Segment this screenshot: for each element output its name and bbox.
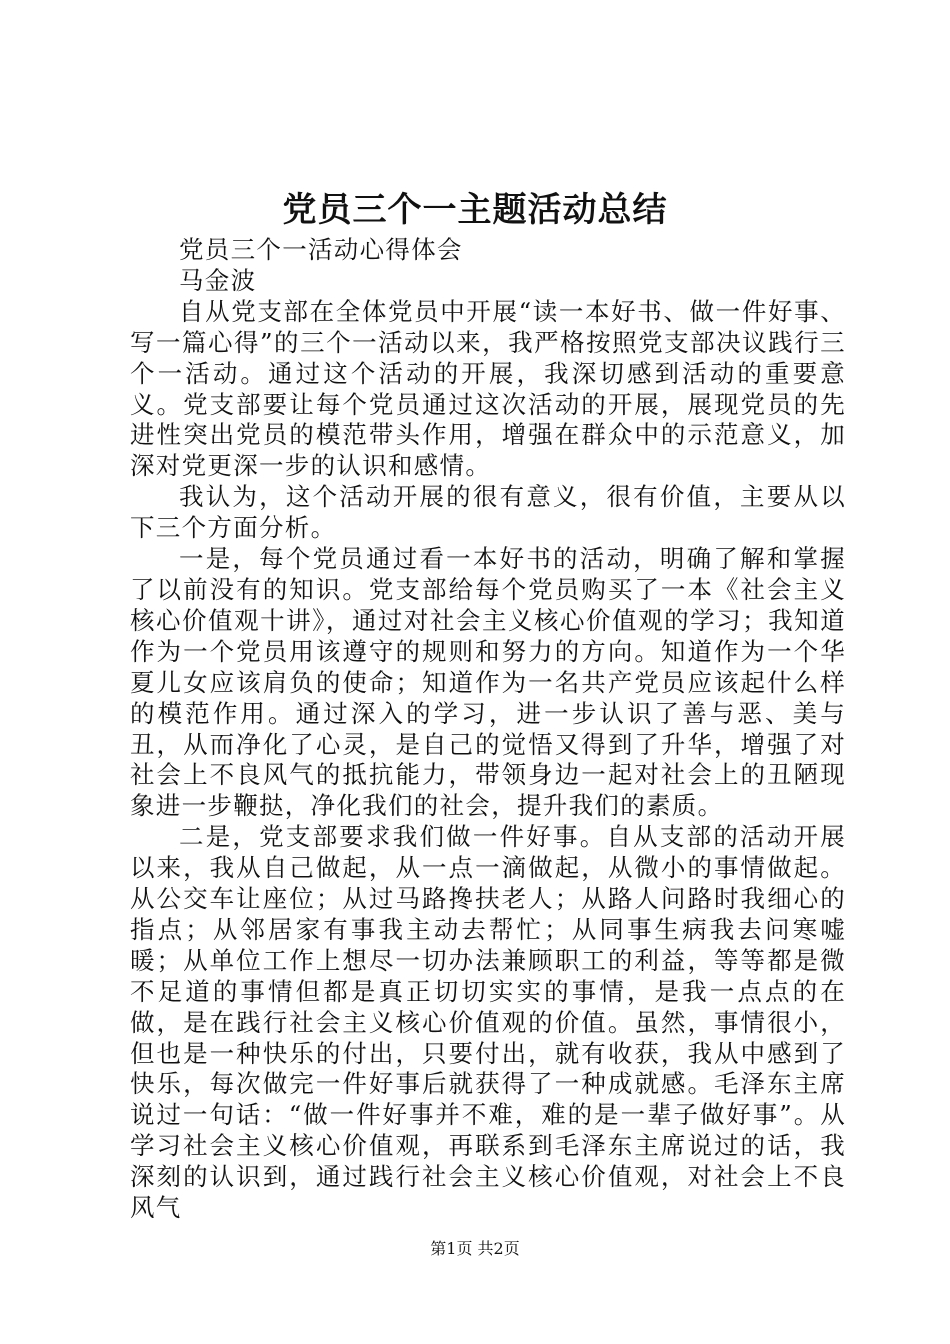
body-paragraph: 我认为，这个活动开展的很有意义，很有价值，主要从以下三个方面分析。: [130, 482, 846, 543]
page-footer: 第1页 共2页: [430, 1239, 520, 1258]
body-paragraph: 二是，党支部要求我们做一件好事。自从支部的活动开展以来，我从自己做起，从一点一滴做起，从微小的事情做起。从公交车让座位；从过马路搀扶老人；从路人问路时我细心的指点；从邻居家有事我主动去帮忙；从同事生病我去问寒嘘暖；从单位工作上想尽一切办法兼顾职工的利益，等等都是微不足道的事情但都是真正切切实实的事情，是我一点点的在做，是在践行社会主义核心价值观的价值。虽然，事情很小，但也是一种快乐的付出，只要付出，就有收获，我从中感到了快乐，每次做完一件好事后就获得了一种成就感。毛泽东主席说过一句话：“做一件好事并不难，难的是一辈子做好事”。从学习社会主义核心价值观，再联系到毛泽东主席说过的话，我深刻的认识到，通过践行社会主义核心价值观，对社会上不良风气: [130, 822, 846, 1223]
document-title: 党员三个一主题活动总结: [282, 190, 668, 230]
subtitle-paragraph: 党员三个一活动心得体会: [179, 235, 463, 264]
body-paragraph: 自从党支部在全体党员中开展“读一本好书、做一件好事、写一篇心得”的三个一活动以来，我严格按照党支部决议践行三个一活动。通过这个活动的开展，我深切感到活动的重要意义。党支部要让每个党员通过这次活动的开展，展现党员的先进性突出党员的模范带头作用，增强在群众中的示范意义，加深对党更深一步的认识和感情。: [130, 296, 846, 481]
author-paragraph: 马金波: [179, 265, 257, 295]
body-paragraph: 一是，每个党员通过看一本好书的活动，明确了解和掌握了以前没有的知识。党支部给每个党员购买了一本《社会主义核心价值观十讲》，通过对社会主义核心价值观的学习；我知道作为一个党员用该遵守的规则和努力的方向。知道作为一个华夏儿女应该肩负的使命；知道作为一名共产党员应该起什么样的模范作用。通过深入的学习，进一步认识了善与恶、美与丑，从而净化了心灵，是自己的觉悟又得到了升华，增强了对社会上不良风气的抵抗能力，带领身边一起对社会上的丑陋现象进一步鞭挞，净化我们的社会，提升我们的素质。: [130, 544, 846, 821]
document-body: [130, 235, 846, 1224]
